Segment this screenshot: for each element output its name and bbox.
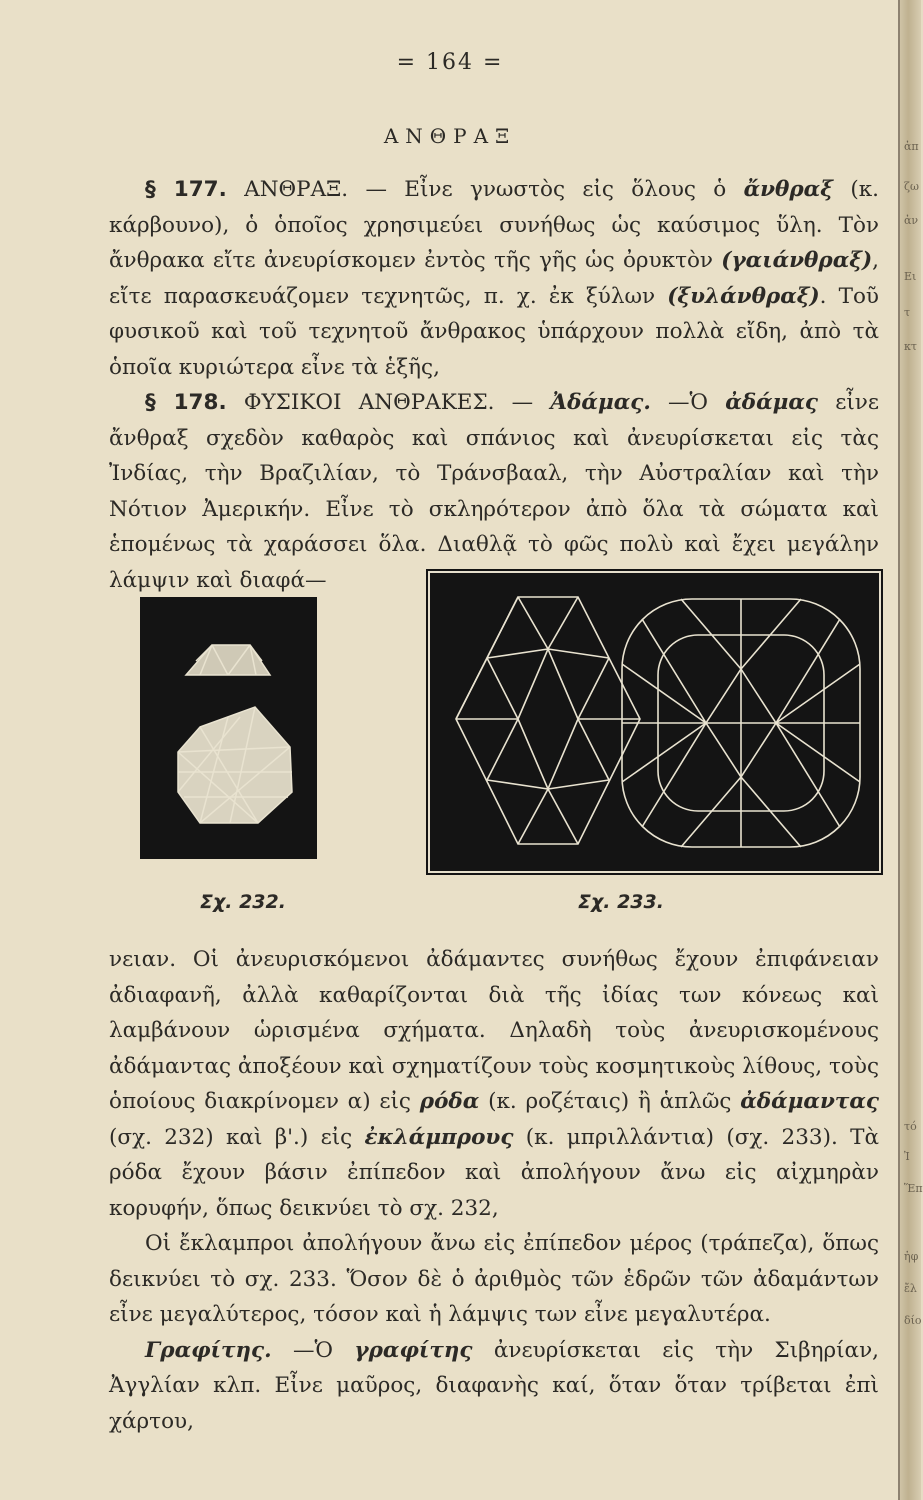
- figure-232-rose-cut-diamond: [140, 597, 317, 859]
- edge-mark: τό: [904, 1120, 917, 1133]
- bold-term: ἀδάμαντας: [740, 1089, 879, 1114]
- text-block-bottom: [109, 942, 879, 1439]
- paragraph-graphite: Γραφίτης. —Ὁ γραφίτης ἀνευρίσκεται εἰς τὴν Σιβηρίαν, Ἀγγλίαν κλπ. Εἶνε μαῦρος, διαφανὴς καί, ὅταν ὅταν τρίβεται ἐπὶ χάρτου,: [109, 1337, 879, 1434]
- edge-mark: ἀν: [904, 214, 919, 227]
- edge-mark: ζω: [904, 180, 919, 193]
- edge-mark: κτ: [904, 340, 917, 353]
- bold-term: ἀδάμας: [725, 390, 819, 415]
- figure-233-brilliant-cut-diamond: [426, 569, 883, 875]
- bold-term: ἄνθραξ: [743, 177, 833, 202]
- edge-mark: Ἰ: [904, 1150, 910, 1163]
- edge-mark: ἀπ: [904, 140, 919, 153]
- figure-232-caption: Σχ. 232.: [200, 891, 286, 913]
- bold-term: γραφίτης: [354, 1337, 473, 1363]
- bold-term: (γαιάνθραξ): [721, 248, 873, 273]
- bold-term: ἐκλάμπρους: [364, 1124, 514, 1150]
- next-page-edge: [898, 0, 921, 1500]
- bold-term: Ἀδάμας.: [550, 390, 651, 415]
- bold-term: ρόδα: [419, 1089, 480, 1114]
- edge-mark: ἔλ: [904, 1282, 917, 1295]
- paragraph-brilliants: Οἱ ἔκλαμπροι ἀπολήγουν ἄνω εἰς ἐπίπεδον μέρος (τράπεζα), ὅπως δεικνύει τὸ σχ. 233. Ὅσον δὲ ὁ ἀριθμὸς τῶν ἑδρῶν τῶν ἀδαμάντων εἶνε μεγαλύτερος, τόσον καὶ ἡ λάμψις των εἶνε μεγαλυτέρα.: [109, 1231, 879, 1327]
- edge-mark: Ει: [904, 270, 917, 283]
- chapter-heading: ΑΝΘΡΑΞ: [383, 124, 517, 148]
- paragraph-continued: νειαν. Οἱ ἀνευρισκόμενοι ἀδάμαντες συνήθως ἔχουν ἐπιφάνειαν ἀδιαφανῆ, ἀλλὰ καθαρίζονται διὰ τῆς ἰδίας των κόνεως καὶ λαμβάνουν ὡρισμένα σχήματα. Δηλαδὴ τοὺς ἀνευρισκομένους ἀδάμαντας ἀποξέουν καὶ σχηματίζουν τοὺς κοσμητικοὺς λίθους, τοὺς ὁποίους διακρίνομεν α) εἰς ρόδα (κ. ροζέταις) ἢ ἁπλῶς ἀδάμαντας (σχ. 232) καὶ β'.) εἰς ἐκλάμπρους (κ. μπριλλάντια) (σχ. 233). Τὰ ρόδα ἔχουν βάσιν ἐπίπεδον καὶ ἀπολήγουν ἄνω εἰς αἰχμηρὰν κορυφήν, ὅπως δεικνύει τὸ σχ. 232,: [109, 947, 879, 1221]
- bold-term: Γραφίτης.: [145, 1337, 272, 1363]
- page-number: = 164 =: [396, 50, 504, 75]
- text-block-top: [109, 172, 879, 598]
- paragraph-178: § 178. ΦΥΣΙΚΟΙ ΑΝΘΡΑΚΕΣ. — Ἀδάμας. —Ὁ ἀδάμας εἶνε ἄνθραξ σχεδὸν καθαρὸς καὶ σπάνιος καὶ ἀνευρίσκεται εἰς τὰς Ἰνδίας, τὴν Βραζιλίαν, τὸ Τράνσβααλ, τὴν Αὐστραλίαν καὶ τὴν Νότιον Ἀμερικήν. Εἶνε τὸ σκληρότερον ἀπὸ ὅλα τὰ σώματα καὶ ἑπομένως τὰ χαράσσει ὅλα. Διαθλᾷ τὸ φῶς πολὺ καὶ ἔχει μεγάλην λάμψιν καὶ διαφά—: [109, 390, 879, 593]
- edge-mark: Ἕπ: [904, 1182, 923, 1195]
- edge-mark: τ: [904, 306, 911, 319]
- section-number: § 178.: [145, 390, 227, 415]
- section-number: § 177.: [145, 177, 227, 202]
- edge-mark: δίο: [904, 1314, 922, 1327]
- bold-term: (ξυλάνθραξ): [667, 283, 820, 309]
- paragraph-177: § 177. ΑΝΘΡΑΞ. — Εἶνε γνωστὸς εἰς ὅλους ὁ ἄνθραξ (κ. κάρβουνο), ὁ ὁποῖος χρησιμεύει συνήθως ὡς καύσιμος ὕλη. Τὸν ἄνθρακα εἴτε ἀνευρίσκομεν ἐντὸς τῆς γῆς ὡς ὀρυκτὸν (γαιάνθραξ), εἴτε παρασκευάζομεν τεχνητῶς, π. χ. ἐκ ξύλων (ξυλάνθραξ). Τοῦ φυσικοῦ καὶ τοῦ τεχνητοῦ ἄνθρακος ὑπάρχουν πολλὰ εἴδη, ἀπὸ τὰ ὁποῖα κυριώτερα εἶνε τὰ ἑξῆς,: [109, 177, 879, 380]
- figure-233-caption: Σχ. 233.: [578, 891, 664, 913]
- edge-mark: ἡφ: [904, 1250, 919, 1263]
